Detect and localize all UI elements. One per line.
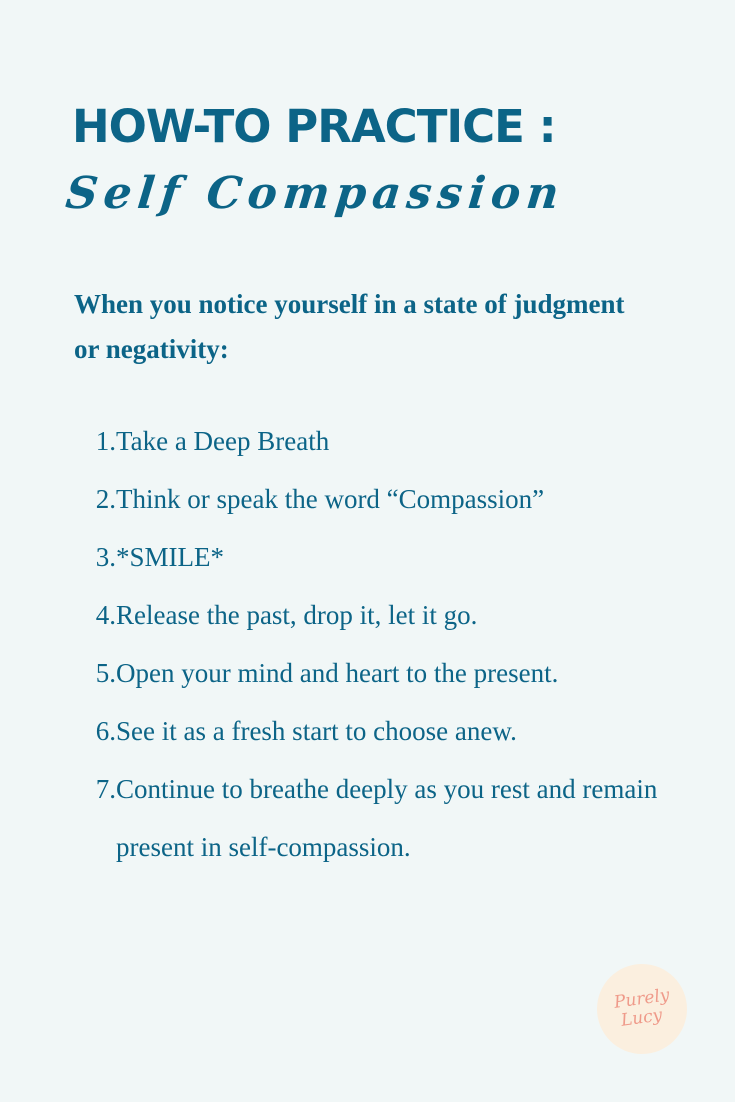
step-number: 3. — [95, 542, 116, 572]
step-text: Take a Deep Breath — [116, 426, 330, 456]
steps-list — [86, 412, 686, 876]
brand-logo — [597, 964, 687, 1054]
list-item — [86, 470, 686, 528]
list-item — [86, 644, 686, 702]
list-item — [86, 702, 686, 760]
step-number: 5. — [95, 658, 116, 688]
step-number: 1. — [95, 426, 116, 456]
step-text: Continue to breathe deeply as you rest and remain present in self-compassion. — [116, 774, 658, 862]
step-text: See it as a fresh start to choose anew. — [116, 716, 517, 746]
list-item — [86, 586, 686, 644]
step-text: Think or speak the word “Compassion” — [116, 484, 545, 514]
logo-line-1: Purely — [612, 985, 671, 1013]
list-item — [86, 528, 686, 586]
step-number: 2. — [95, 484, 116, 514]
logo-line-2: Lucy — [620, 1005, 664, 1031]
step-text: Open your mind and heart to the present. — [116, 658, 559, 688]
step-text: *SMILE* — [116, 542, 224, 572]
list-item — [86, 760, 686, 876]
list-item — [86, 412, 686, 470]
step-number: 7. — [95, 774, 116, 804]
intro-text: When you notice yourself in a state of judgment or negativity: — [74, 289, 625, 364]
step-number: 4. — [95, 600, 116, 630]
step-number: 6. — [95, 716, 116, 746]
page-title: HOW-TO PRACTICE : — [72, 100, 556, 153]
page-subtitle: Self Compassion — [63, 168, 568, 219]
step-text: Release the past, drop it, let it go. — [116, 600, 478, 630]
